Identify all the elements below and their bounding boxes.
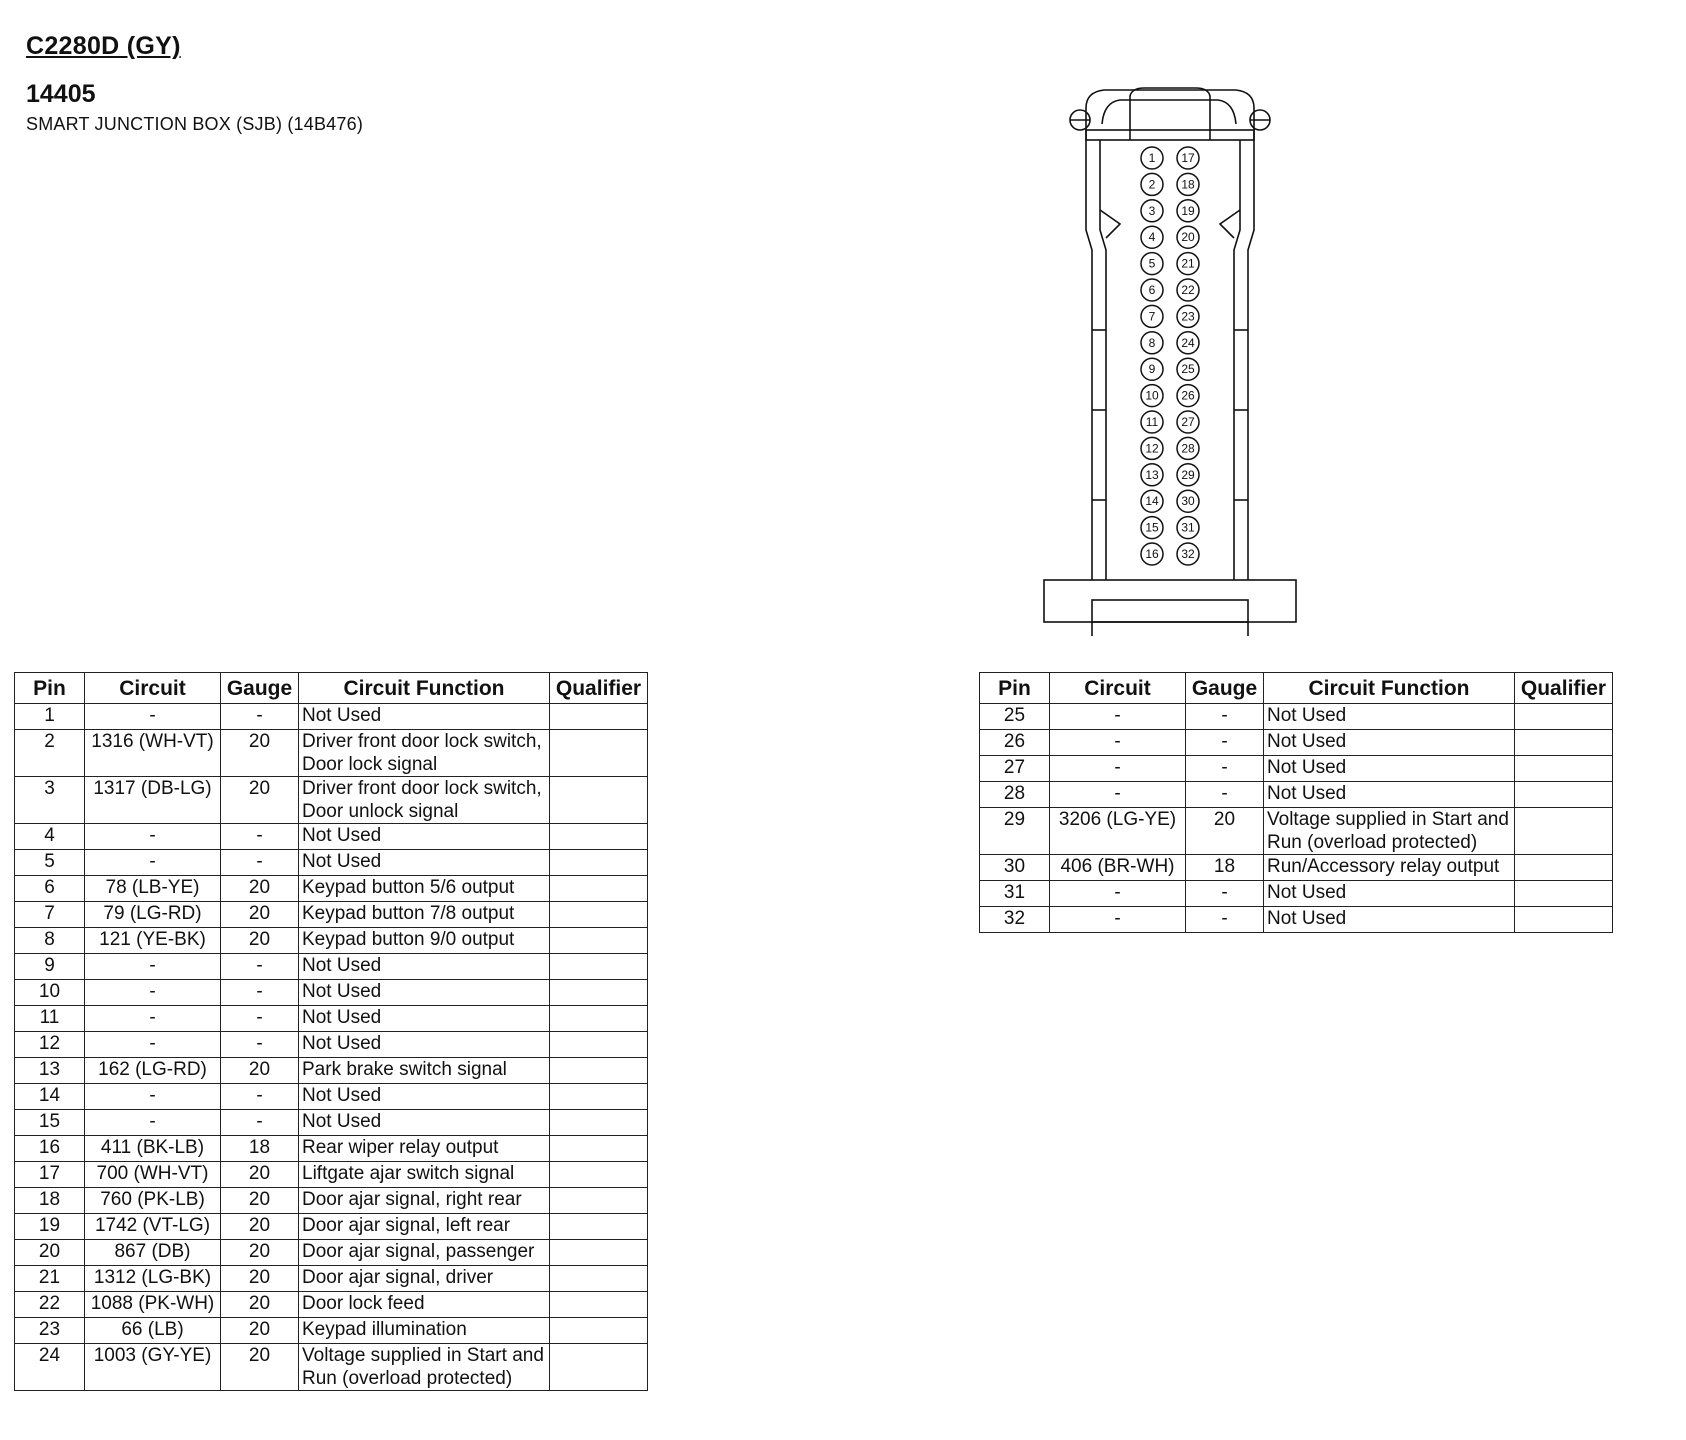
- table-header-row: [15, 673, 648, 704]
- connector-pin: [1177, 358, 1199, 380]
- cell-qualifier: [550, 1162, 648, 1188]
- cell-pin: 1: [15, 704, 85, 730]
- pin-number-label: 6: [1148, 283, 1156, 297]
- pin-number-label: 22: [1181, 283, 1195, 297]
- pin-number-label: 19: [1181, 203, 1195, 218]
- cell-qualifier: [550, 704, 648, 730]
- cell-circuit-function: Keypad illumination: [299, 1318, 550, 1344]
- cell-gauge: -: [221, 1006, 299, 1032]
- cell-qualifier: [550, 1344, 648, 1391]
- cell-pin: 5: [15, 850, 85, 876]
- header-qualifier: Qualifier: [550, 673, 648, 704]
- cell-pin: 9: [15, 954, 85, 980]
- cell-circuit: -: [85, 704, 221, 730]
- cell-circuit-function: Not Used: [1264, 730, 1515, 756]
- cell-circuit-function: Keypad button 7/8 output: [299, 902, 550, 928]
- cell-pin: 28: [980, 782, 1050, 808]
- cell-qualifier: [550, 1214, 648, 1240]
- cell-circuit-function: Keypad button 9/0 output: [299, 928, 550, 954]
- table-row: [15, 1006, 648, 1032]
- connector-pin: [1141, 464, 1163, 486]
- connector-pin: [1141, 147, 1163, 169]
- pin-table-right: [979, 672, 1613, 933]
- cell-gauge: 20: [221, 928, 299, 954]
- cell-gauge: 18: [1186, 855, 1264, 881]
- cell-pin: 6: [15, 876, 85, 902]
- cell-circuit: -: [1050, 881, 1186, 907]
- connector-pin: [1141, 543, 1163, 565]
- cell-circuit-function: Rear wiper relay output: [299, 1136, 550, 1162]
- table-row: [15, 1292, 648, 1318]
- cell-circuit-function: Not Used: [1264, 756, 1515, 782]
- table-row: [980, 756, 1613, 782]
- table-row: [980, 907, 1613, 933]
- header-gauge: Gauge: [221, 673, 299, 704]
- pin-number-label: 25: [1181, 362, 1195, 377]
- cell-circuit: 867 (DB): [85, 1240, 221, 1266]
- table-row: [15, 704, 648, 730]
- pin-number-label: 26: [1181, 388, 1195, 403]
- connector-housing: [1044, 88, 1296, 636]
- cell-qualifier: [550, 730, 648, 777]
- connector-pin: [1141, 358, 1163, 380]
- cell-pin: 13: [15, 1058, 85, 1084]
- connector-pin: [1141, 305, 1163, 327]
- cell-qualifier: [1515, 704, 1613, 730]
- header-circuit-function: Circuit Function: [299, 673, 550, 704]
- cell-circuit-function: Not Used: [299, 1110, 550, 1136]
- cell-qualifier: [550, 902, 648, 928]
- table-row: [15, 902, 648, 928]
- connector-pin: [1177, 543, 1199, 565]
- cell-circuit-function: Door ajar signal, right rear: [299, 1188, 550, 1214]
- cell-gauge: 20: [221, 1058, 299, 1084]
- cell-pin: 18: [15, 1188, 85, 1214]
- header-pin: Pin: [980, 673, 1050, 704]
- module-description: SMART JUNCTION BOX (SJB) (14B476): [26, 114, 364, 134]
- cell-gauge: -: [1186, 907, 1264, 933]
- cell-circuit-function: Park brake switch signal: [299, 1058, 550, 1084]
- connector-title: C2280D (GY): [26, 32, 181, 60]
- cell-circuit: 1312 (LG-BK): [85, 1266, 221, 1292]
- cell-circuit-function: Not Used: [299, 980, 550, 1006]
- cell-circuit: 700 (WH-VT): [85, 1162, 221, 1188]
- cell-qualifier: [550, 1110, 648, 1136]
- cell-gauge: -: [221, 1032, 299, 1058]
- cell-gauge: 20: [221, 1266, 299, 1292]
- pin-number-label: 10: [1145, 388, 1159, 403]
- table-row: [15, 1214, 648, 1240]
- cell-qualifier: [550, 1084, 648, 1110]
- cell-pin: 11: [15, 1006, 85, 1032]
- cell-qualifier: [550, 824, 648, 850]
- cell-qualifier: [550, 1136, 648, 1162]
- cell-gauge: 20: [221, 1292, 299, 1318]
- cell-qualifier: [550, 980, 648, 1006]
- cell-circuit: 760 (PK-LB): [85, 1188, 221, 1214]
- cell-qualifier: [550, 1058, 648, 1084]
- connector-pin: [1141, 385, 1163, 407]
- cell-gauge: 20: [221, 777, 299, 824]
- cell-gauge: -: [221, 954, 299, 980]
- cell-circuit: -: [85, 980, 221, 1006]
- table-row: [15, 1058, 648, 1084]
- cell-qualifier: [550, 954, 648, 980]
- cell-circuit: -: [1050, 704, 1186, 730]
- connector-pin: [1177, 226, 1199, 248]
- table-row: [15, 850, 648, 876]
- cell-circuit: -: [1050, 730, 1186, 756]
- cell-circuit: -: [85, 1006, 221, 1032]
- pin-number-label: 17: [1181, 151, 1195, 165]
- cell-circuit: -: [85, 1110, 221, 1136]
- cell-pin: 27: [980, 756, 1050, 782]
- cell-circuit: -: [1050, 782, 1186, 808]
- table-row: [980, 782, 1613, 808]
- cell-qualifier: [1515, 881, 1613, 907]
- pin-number-label: 27: [1181, 415, 1195, 429]
- connector-pin: [1141, 200, 1163, 222]
- cell-pin: 16: [15, 1136, 85, 1162]
- connector-face-diagram: [1040, 80, 1300, 640]
- cell-circuit: 1317 (DB-LG): [85, 777, 221, 824]
- cell-pin: 14: [15, 1084, 85, 1110]
- pin-number-label: 28: [1181, 441, 1195, 456]
- cell-circuit: 121 (YE-BK): [85, 928, 221, 954]
- cell-gauge: -: [1186, 881, 1264, 907]
- connector-pin: [1141, 253, 1163, 275]
- cell-qualifier: [550, 777, 648, 824]
- connector-pin: [1177, 173, 1199, 195]
- pin-number-label: 23: [1181, 309, 1195, 324]
- cell-gauge: -: [1186, 756, 1264, 782]
- connector-pin: [1177, 490, 1199, 512]
- pin-number-label: 16: [1145, 547, 1159, 561]
- cell-circuit: -: [85, 1084, 221, 1110]
- cell-circuit: 411 (BK-LB): [85, 1136, 221, 1162]
- cell-qualifier: [550, 1292, 648, 1318]
- cell-gauge: 20: [221, 1318, 299, 1344]
- table-row: [980, 704, 1613, 730]
- table-row: [15, 1084, 648, 1110]
- table-row: [15, 824, 648, 850]
- cell-circuit: 1316 (WH-VT): [85, 730, 221, 777]
- cell-qualifier: [550, 1318, 648, 1344]
- connector-pin: [1177, 200, 1199, 222]
- pin-number-label: 21: [1181, 256, 1195, 271]
- cell-circuit: 406 (BR-WH): [1050, 855, 1186, 881]
- cell-gauge: -: [221, 850, 299, 876]
- pin-number-label: 29: [1181, 467, 1195, 482]
- table-row: [15, 1136, 648, 1162]
- cell-circuit-function: Not Used: [1264, 782, 1515, 808]
- cell-circuit-function: Not Used: [1264, 881, 1515, 907]
- cell-qualifier: [550, 1188, 648, 1214]
- cell-gauge: -: [221, 980, 299, 1006]
- table-row: [15, 928, 648, 954]
- cell-qualifier: [550, 850, 648, 876]
- table-row: [15, 876, 648, 902]
- connector-pin: [1177, 464, 1199, 486]
- cell-circuit-function: Voltage supplied in Start and Run (overload protected): [299, 1344, 550, 1391]
- table-header-row: [980, 673, 1613, 704]
- cell-pin: 20: [15, 1240, 85, 1266]
- cell-gauge: 20: [221, 1188, 299, 1214]
- table-row: [15, 777, 648, 824]
- cell-pin: 29: [980, 808, 1050, 855]
- cell-circuit-function: Not Used: [299, 704, 550, 730]
- cell-gauge: 20: [221, 1344, 299, 1391]
- cell-circuit: -: [1050, 907, 1186, 933]
- pin-number-label: 18: [1181, 177, 1195, 192]
- connector-pin: [1141, 517, 1163, 539]
- pin-number-label: 2: [1148, 177, 1156, 192]
- connector-pin: [1141, 490, 1163, 512]
- cell-qualifier: [1515, 730, 1613, 756]
- cell-qualifier: [550, 1266, 648, 1292]
- connector-pin: [1177, 332, 1199, 354]
- cell-qualifier: [1515, 808, 1613, 855]
- cell-circuit-function: Run/Accessory relay output: [1264, 855, 1515, 881]
- cell-pin: 26: [980, 730, 1050, 756]
- cell-gauge: 20: [221, 1214, 299, 1240]
- table-row: [15, 1110, 648, 1136]
- cell-circuit-function: Not Used: [1264, 907, 1515, 933]
- cell-circuit: 79 (LG-RD): [85, 902, 221, 928]
- pin-number-label: 32: [1181, 547, 1195, 561]
- cell-qualifier: [550, 876, 648, 902]
- cell-circuit-function: Voltage supplied in Start and Run (overload protected): [1264, 808, 1515, 855]
- header-pin: Pin: [15, 673, 85, 704]
- table-row: [980, 730, 1613, 756]
- header-qualifier: Qualifier: [1515, 673, 1613, 704]
- cell-circuit: -: [85, 1032, 221, 1058]
- pin-number-label: 30: [1181, 494, 1195, 509]
- cell-circuit: 3206 (LG-YE): [1050, 808, 1186, 855]
- table-row: [15, 1266, 648, 1292]
- connector-pin: [1141, 279, 1163, 301]
- connector-pin: [1141, 173, 1163, 195]
- pin-number-label: 3: [1148, 203, 1156, 218]
- cell-gauge: -: [221, 1110, 299, 1136]
- cell-circuit: 78 (LB-YE): [85, 876, 221, 902]
- pin-number-label: 11: [1145, 415, 1159, 429]
- header-circuit-function: Circuit Function: [1264, 673, 1515, 704]
- cell-gauge: -: [221, 824, 299, 850]
- table-row: [15, 1318, 648, 1344]
- pin-number-label: 8: [1148, 335, 1156, 350]
- cell-circuit-function: Not Used: [299, 954, 550, 980]
- pin-number-label: 4: [1148, 230, 1156, 245]
- cell-gauge: 18: [221, 1136, 299, 1162]
- connector-pin: [1141, 226, 1163, 248]
- pin-number-label: 20: [1181, 230, 1195, 245]
- cell-qualifier: [1515, 907, 1613, 933]
- cell-circuit: 1742 (VT-LG): [85, 1214, 221, 1240]
- cell-gauge: 20: [221, 730, 299, 777]
- connector-pin: [1177, 147, 1199, 169]
- cell-gauge: 20: [221, 1162, 299, 1188]
- cell-circuit-function: Keypad button 5/6 output: [299, 876, 550, 902]
- cell-gauge: 20: [1186, 808, 1264, 855]
- part-number: 14405: [26, 80, 96, 108]
- cell-pin: 31: [980, 881, 1050, 907]
- table-row: [15, 1162, 648, 1188]
- cell-gauge: -: [221, 1084, 299, 1110]
- cell-pin: 32: [980, 907, 1050, 933]
- connector-pin: [1177, 385, 1199, 407]
- cell-qualifier: [1515, 855, 1613, 881]
- cell-gauge: -: [1186, 704, 1264, 730]
- cell-circuit-function: Door ajar signal, driver: [299, 1266, 550, 1292]
- pin-table-left: [14, 672, 648, 1391]
- table-row: [15, 1188, 648, 1214]
- cell-circuit-function: Not Used: [299, 1032, 550, 1058]
- cell-circuit: 1088 (PK-WH): [85, 1292, 221, 1318]
- table-row: [15, 1240, 648, 1266]
- pin-number-label: 31: [1181, 520, 1195, 535]
- header-gauge: Gauge: [1186, 673, 1264, 704]
- cell-circuit: -: [1050, 756, 1186, 782]
- cell-pin: 4: [15, 824, 85, 850]
- pin-number-label: 13: [1145, 467, 1159, 482]
- connector-pin: [1141, 411, 1163, 433]
- cell-circuit-function: Not Used: [299, 850, 550, 876]
- cell-circuit-function: Door ajar signal, passenger: [299, 1240, 550, 1266]
- cell-pin: 3: [15, 777, 85, 824]
- cell-circuit-function: Liftgate ajar switch signal: [299, 1162, 550, 1188]
- table-row: [15, 954, 648, 980]
- cell-circuit: -: [85, 850, 221, 876]
- cell-circuit: -: [85, 954, 221, 980]
- cell-gauge: 20: [221, 902, 299, 928]
- cell-qualifier: [550, 1006, 648, 1032]
- pin-number-label: 12: [1145, 441, 1159, 456]
- pin-number-label: 9: [1148, 362, 1156, 377]
- table-row: [15, 1344, 648, 1391]
- cell-circuit: -: [85, 824, 221, 850]
- table-row: [15, 1032, 648, 1058]
- cell-circuit-function: Not Used: [299, 1084, 550, 1110]
- connector-pin: [1177, 279, 1199, 301]
- cell-qualifier: [1515, 756, 1613, 782]
- connector-pin: [1141, 332, 1163, 354]
- table-row: [980, 808, 1613, 855]
- cell-pin: 2: [15, 730, 85, 777]
- cell-qualifier: [550, 1240, 648, 1266]
- cell-pin: 10: [15, 980, 85, 1006]
- cell-gauge: 20: [221, 1240, 299, 1266]
- cell-pin: 25: [980, 704, 1050, 730]
- cell-circuit-function: Driver front door lock switch, Door lock signal: [299, 730, 550, 777]
- table-row: [980, 855, 1613, 881]
- cell-pin: 23: [15, 1318, 85, 1344]
- cell-gauge: -: [1186, 730, 1264, 756]
- table-row: [15, 980, 648, 1006]
- cell-pin: 22: [15, 1292, 85, 1318]
- cell-circuit: 66 (LB): [85, 1318, 221, 1344]
- cell-pin: 19: [15, 1214, 85, 1240]
- cell-qualifier: [1515, 782, 1613, 808]
- connector-pin: [1177, 253, 1199, 275]
- pin-number-label: 5: [1148, 256, 1156, 271]
- cell-circuit-function: Driver front door lock switch, Door unlock signal: [299, 777, 550, 824]
- cell-pin: 24: [15, 1344, 85, 1391]
- connector-pin: [1177, 517, 1199, 539]
- cell-pin: 21: [15, 1266, 85, 1292]
- connector-pin: [1177, 305, 1199, 327]
- cell-qualifier: [550, 928, 648, 954]
- cell-circuit-function: Door ajar signal, left rear: [299, 1214, 550, 1240]
- cell-circuit-function: Not Used: [1264, 704, 1515, 730]
- cell-circuit-function: Door lock feed: [299, 1292, 550, 1318]
- cell-gauge: -: [221, 704, 299, 730]
- header-circuit: Circuit: [1050, 673, 1186, 704]
- pin-number-label: 14: [1145, 494, 1159, 509]
- cell-gauge: 20: [221, 876, 299, 902]
- cell-pin: 12: [15, 1032, 85, 1058]
- cell-circuit-function: Not Used: [299, 1006, 550, 1032]
- connector-pin: [1141, 437, 1163, 459]
- cell-gauge: -: [1186, 782, 1264, 808]
- table-row: [15, 730, 648, 777]
- cell-pin: 7: [15, 902, 85, 928]
- pin-number-label: 7: [1148, 309, 1156, 324]
- cell-qualifier: [550, 1032, 648, 1058]
- cell-circuit: 162 (LG-RD): [85, 1058, 221, 1084]
- connector-pin: [1177, 437, 1199, 459]
- cell-pin: 30: [980, 855, 1050, 881]
- header-circuit: Circuit: [85, 673, 221, 704]
- cell-pin: 15: [15, 1110, 85, 1136]
- cell-pin: 17: [15, 1162, 85, 1188]
- cell-circuit: 1003 (GY-YE): [85, 1344, 221, 1391]
- cell-pin: 8: [15, 928, 85, 954]
- connector-pin: [1177, 411, 1199, 433]
- pin-number-label: 24: [1181, 335, 1195, 350]
- pin-number-label: 1: [1148, 151, 1156, 165]
- cell-circuit-function: Not Used: [299, 824, 550, 850]
- table-row: [980, 881, 1613, 907]
- pin-number-label: 15: [1145, 520, 1159, 535]
